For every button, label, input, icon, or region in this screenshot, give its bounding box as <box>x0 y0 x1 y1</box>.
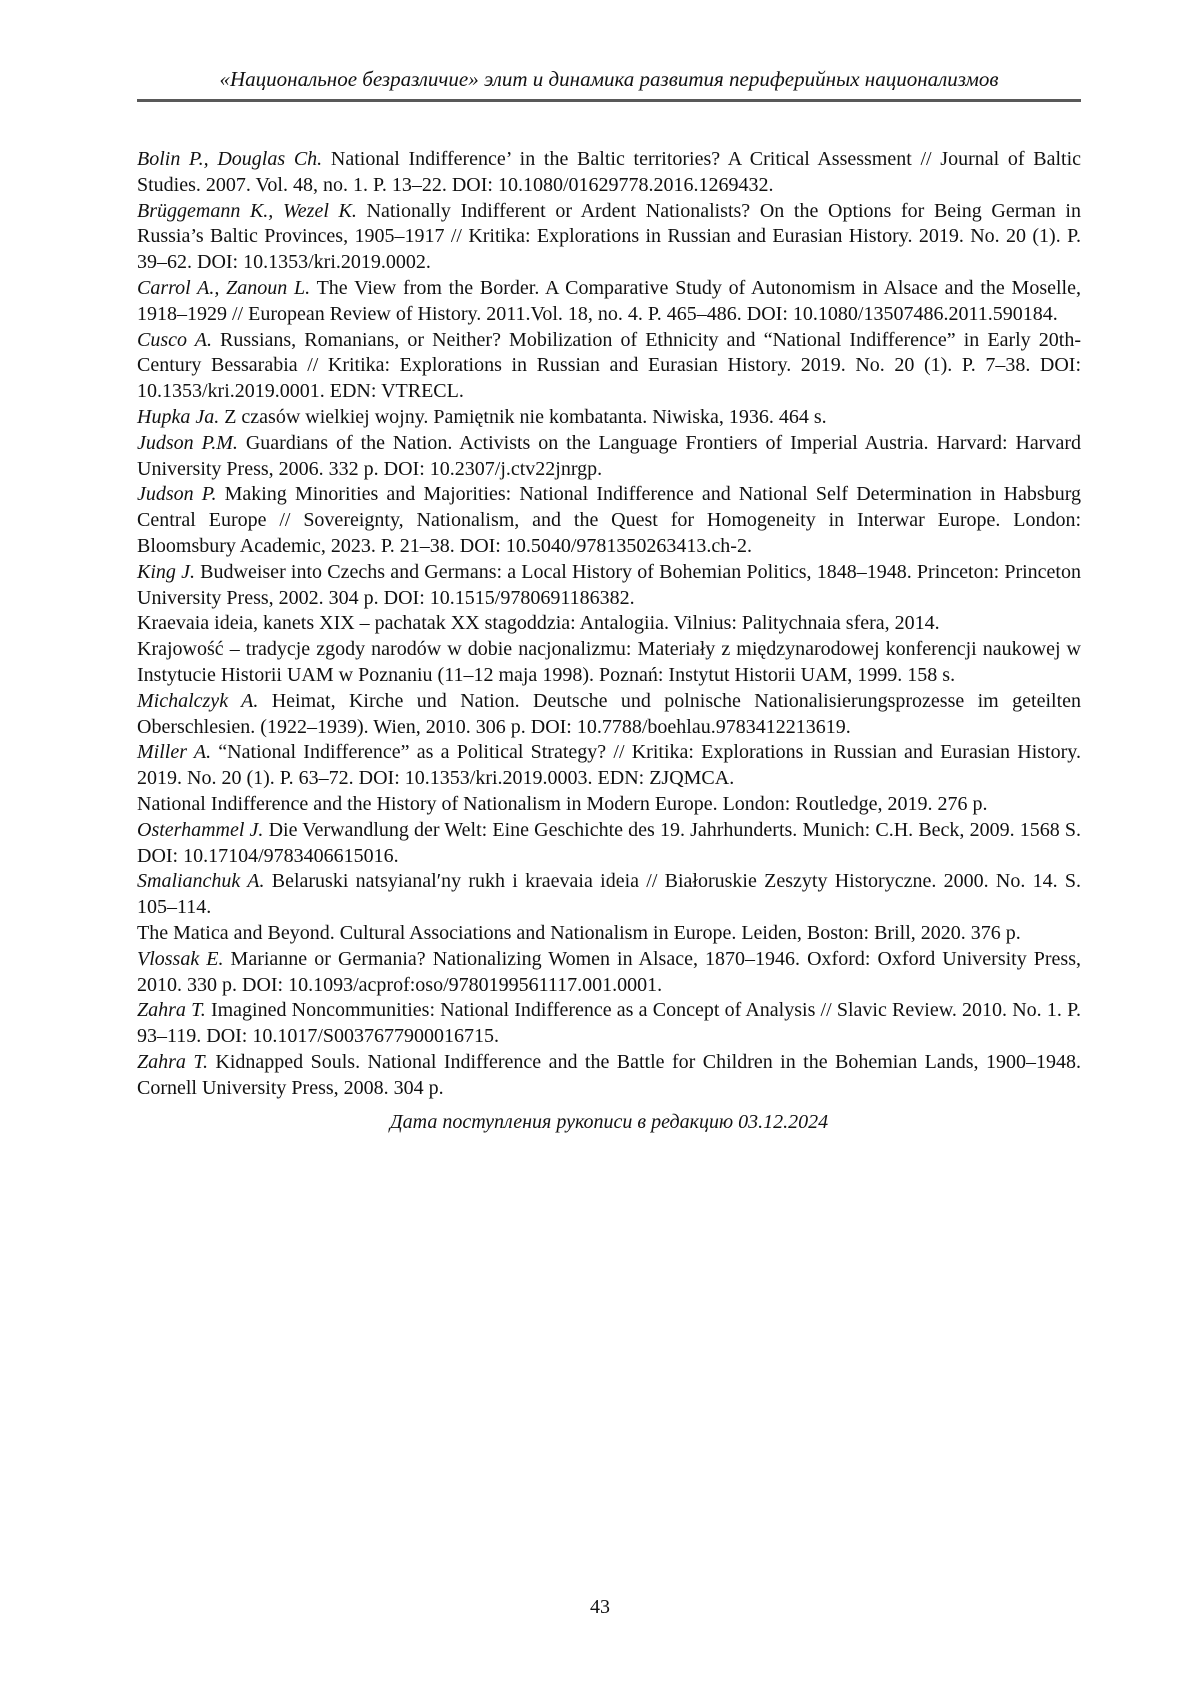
reference-text: Marianne or Germania? Nationalizing Women in Alsace, 1870–1946. Oxford: Oxford University Press, 2010. 330 p. DOI: 10.1093/acprof:oso/9780199561117.001.0001. <box>137 947 1081 996</box>
reference-entry <box>137 560 1081 612</box>
reference-authors: King J. <box>137 560 195 583</box>
reference-authors: Miller A. <box>137 741 212 764</box>
reference-entry <box>137 328 1081 405</box>
reference-entry <box>137 818 1081 870</box>
reference-text: Budweiser into Czechs and Germans: a Local History of Bohemian Politics, 1848–1948. Princeton: Princeton University Press, 2002. 304 p. DOI: 10.1515/9780691186382. <box>137 560 1081 609</box>
reference-authors: Hupka Ja. <box>137 405 220 428</box>
reference-entry <box>137 921 1081 947</box>
text-column <box>137 66 1081 1136</box>
reference-authors: Carrol A., Zanoun L. <box>137 276 311 299</box>
reference-text: “National Indifference” as a Political Strategy? // Kritika: Explorations in Russian and Eurasian History. 2019. No. 20 (1). P. 63–72. DOI: 10.1353/kri.2019.0003. EDN: ZJQMCA. <box>137 741 1081 790</box>
reference-authors: Bolin P., Douglas Ch. <box>137 148 323 170</box>
reference-text: Die Verwandlung der Welt: Eine Geschichte des 19. Jahrhunderts. Munich: C.H. Beck, 2009. 1568 S. DOI: 10.17104/9783406615016. <box>137 818 1081 867</box>
reference-text: Making Minorities and Majorities: National Indifference and National Self Determination in Habsburg Central Europe // Sovereignty, Nationalism, and the Quest for Homogeneity in Interwar Europe. London: Bloomsbury Academic, 2023. P. 21–38. DOI: 10.5040/9781350263413.ch-2. <box>137 483 1081 557</box>
reference-authors: Zahra T. <box>137 999 206 1022</box>
reference-text: Imagined Noncommunities: National Indifference as a Concept of Analysis // Slavic Review. 2010. No. 1. P. 93–119. DOI: 10.1017/S0037677900016715. <box>137 999 1081 1048</box>
reference-authors: Michalczyk A. <box>137 689 259 712</box>
page-number: 43 <box>590 1596 610 1618</box>
reference-entry <box>137 199 1081 276</box>
reference-authors: Brüggemann K., Wezel K. <box>137 199 357 222</box>
reference-entry <box>137 147 1081 199</box>
submission-date-note: Дата поступления рукописи в редакцию 03.12.2024 <box>389 1111 829 1134</box>
reference-text: Russians, Romanians, or Neither? Mobilization of Ethnicity and “National Indifference” in Early 20th-Century Bessarabia // Kritika: Explorations in Russian and Eurasian History. 2019. No. 20 (1). P. 7–38. DOI: 10.1353/kri.2019.0001. EDN: VTRECL. <box>137 328 1081 403</box>
reference-authors: Judson P.M. <box>137 431 238 454</box>
reference-entry <box>137 431 1081 483</box>
reference-text: Nationally Indifferent or Ardent Nationalists? On the Options for Being German in Russia’s Baltic Provinces, 1905–1917 // Kritika: Explorations in Russian and Eurasian History. 2019. No. 20 (1). P. 39–62. DOI: 10.1353/kri.2019.0002. <box>137 199 1081 274</box>
reference-text: Heimat, Kirche und Nation. Deutsche und polnische Nationalisierungsprozesse im geteilten Oberschlesien. (1922–1939). Wien, 2010. 306 p. DOI: 10.7788/boehlau.9783412213619. <box>137 689 1081 738</box>
reference-entry <box>137 947 1081 999</box>
references-list <box>137 147 1081 1101</box>
reference-entry <box>137 482 1081 559</box>
reference-entry <box>137 740 1081 792</box>
reference-authors: Osterhammel J. <box>137 818 264 841</box>
running-head-title: «Национальное безразличие» элит и динамика развития периферийных национализмов <box>219 67 999 91</box>
reference-text: National Indifference and the History of Nationalism in Modern Europe. London: Routledge, 2019. 276 p. <box>137 792 988 815</box>
reference-text: Z czasów wielkiej wojny. Pamiętnik nie kombatanta. Niwiska, 1936. 464 s. <box>219 405 827 428</box>
reference-authors: Vlossak E. <box>137 947 224 970</box>
reference-text: The View from the Border. A Comparative Study of Autonomism in Alsace and the Moselle, 1918–1929 // European Review of History. 2011.Vol. 18, no. 4. P. 465–486. DOI: 10.1080/13507486.2011.590184. <box>137 276 1081 325</box>
reference-entry <box>137 869 1081 921</box>
reference-entry <box>137 689 1081 741</box>
running-head <box>137 66 1081 102</box>
reference-entry <box>137 611 1081 637</box>
reference-entry <box>137 792 1081 818</box>
reference-text: Belaruski natsyianal′ny rukh i kraevaia ideia // Białoruskie Zeszyty Historyczne. 2000. No. 14. S. 105–114. <box>137 870 1082 919</box>
reference-authors: Cusco A. <box>137 328 212 351</box>
reference-authors: Smalianchuk A. <box>137 870 265 893</box>
reference-authors: Judson P. <box>137 483 217 506</box>
reference-text: Guardians of the Nation. Activists on the Language Frontiers of Imperial Austria. Harvard: Harvard University Press, 2006. 332 p. DOI: 10.2307/j.ctv22jnrgp. <box>137 431 1081 480</box>
reference-entry <box>137 998 1081 1050</box>
reference-entry <box>137 637 1081 689</box>
reference-entry <box>137 276 1081 328</box>
reference-entry <box>137 405 1081 431</box>
reference-text: National Indifference’ in the Baltic territories? A Critical Assessment // Journal of Baltic Studies. 2007. Vol. 48, no. 1. P. 13–22. DOI: 10.1080/01629778.2016.1269432. <box>137 148 1081 196</box>
reference-authors: Zahra T. <box>137 1050 208 1073</box>
reference-entry <box>137 1050 1081 1102</box>
reference-text: Kidnapped Souls. National Indifference and the Battle for Children in the Bohemian Lands, 1900–1948. Cornell University Press, 2008. 304 p. <box>137 1050 1081 1099</box>
reference-text: The Matica and Beyond. Cultural Associations and Nationalism in Europe. Leiden, Boston: Brill, 2020. 376 p. <box>137 921 1021 944</box>
reference-text: Krajowość – tradycje zgody narodów w dobie nacjonalizmu: Materiały z międzynarodowej konferencji naukowej w Instytucie Historii UAM w Poznaniu (11–12 maja 1998). Poznań: Instytut Historii UAM, 1999. 158 s. <box>137 638 1081 686</box>
reference-text: Kraevaia ideia, kanets XIX – pachatak XX stagoddzia: Antalogiia. Vilnius: Palitychnaia sfera, 2014. <box>137 612 940 635</box>
